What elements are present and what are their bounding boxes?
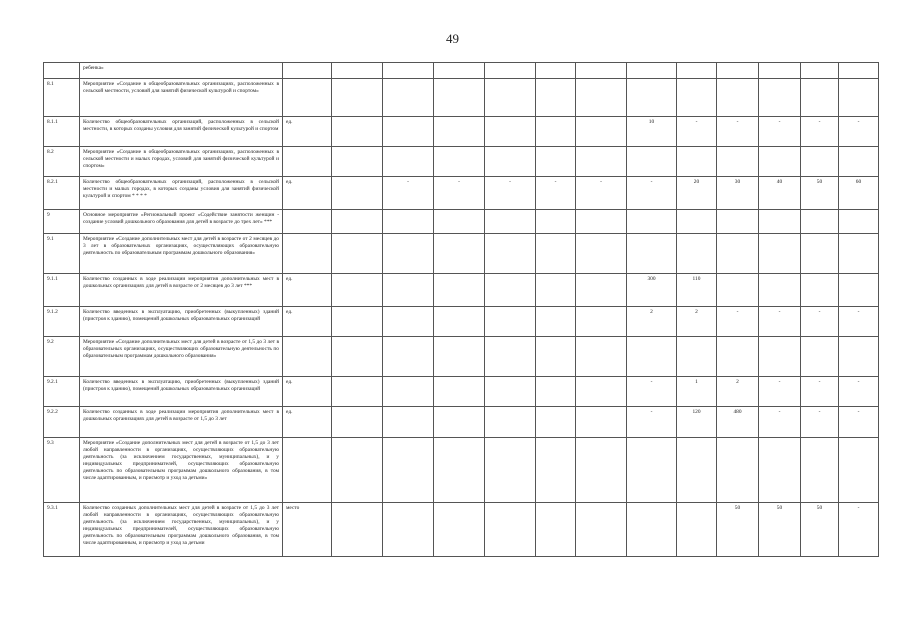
indicator-name: Основное мероприятие «Региональный проект «Содействие занятости женщин - создание условий дошкольного образования для детей в возрасте до трех лет» *** [80, 210, 283, 234]
value-cell [759, 274, 801, 307]
value-cell: 2 [717, 377, 759, 407]
page-number: 49 [446, 31, 459, 46]
value-cell: - [839, 377, 879, 407]
value-cell [332, 438, 383, 503]
value-cell: - [434, 177, 485, 210]
row-number: 9.1.1 [44, 274, 80, 307]
value-cell [759, 79, 801, 117]
indicator-name: Количество созданных дополнительных мест для детей в возрасте от 1,5 до 3 лет любой направленности в организациях, осуществляющих образовательную деятельность (за исключением государственных, муниципальных), и у индивидуальных предпринимателей, осуществляющих образовательную деятельность по образовательным программам дошкольного образования, в том числе адаптированным, и присмотр и уход за детьми [80, 503, 283, 557]
value-cell: 40 [759, 177, 801, 210]
value-cell: - [717, 307, 759, 337]
value-cell [717, 337, 759, 377]
value-cell [677, 210, 717, 234]
value-cell [717, 210, 759, 234]
value-cell: - [801, 307, 839, 337]
value-cell [332, 377, 383, 407]
value-cell [485, 377, 536, 407]
unit-cell: ед. [283, 307, 332, 337]
value-cell: - [801, 377, 839, 407]
unit-cell: место [283, 503, 332, 557]
value-cell [627, 63, 677, 79]
value-cell: 50 [717, 503, 759, 557]
value-cell: - [759, 307, 801, 337]
value-cell [536, 407, 576, 438]
value-cell [434, 63, 485, 79]
value-cell: - [801, 117, 839, 147]
value-cell [536, 438, 576, 503]
row-number: 9.3 [44, 438, 80, 503]
value-cell [677, 79, 717, 117]
value-cell [536, 337, 576, 377]
table-row [44, 147, 879, 177]
value-cell [383, 438, 434, 503]
value-cell [627, 234, 677, 274]
value-cell: - [627, 177, 677, 210]
value-cell [485, 407, 536, 438]
row-number: 9.2.1 [44, 377, 80, 407]
value-cell [576, 377, 627, 407]
value-cell: - [576, 177, 627, 210]
value-cell: 20 [677, 177, 717, 210]
value-cell: 50 [759, 503, 801, 557]
value-cell: - [759, 117, 801, 147]
value-cell [536, 503, 576, 557]
value-cell: - [717, 117, 759, 147]
value-cell [717, 234, 759, 274]
value-cell [485, 210, 536, 234]
value-cell [536, 234, 576, 274]
value-cell: - [839, 503, 879, 557]
indicator-name: Количество созданных в ходе реализации мероприятия дополнительных мест в дошкольных организациях для детей в возрасте от 2 месяцев до 3 лет *** [80, 274, 283, 307]
value-cell [759, 210, 801, 234]
value-cell [627, 147, 677, 177]
value-cell [536, 377, 576, 407]
value-cell [434, 377, 485, 407]
value-cell [717, 438, 759, 503]
value-cell [485, 307, 536, 337]
indicator-name: Мероприятие «Создание дополнительных мест для детей в возрасте от 1,5 до 3 лет любой направленности в организациях, осуществляющих образовательную деятельность (за исключением государственных, муниципальных), и у индивидуальных предпринимателей, осуществляющих образовательную деятельность по образовательным программам дошкольного образования, в том числе адаптированным, и присмотр и уход за детьми» [80, 438, 283, 503]
indicator-name: Мероприятие «Создание в общеобразовательных организациях, расположенных в сельской местности и малых городах, условий для занятий физической культурой и спортом» [80, 147, 283, 177]
value-cell: - [536, 177, 576, 210]
value-cell: - [839, 407, 879, 438]
value-cell [759, 337, 801, 377]
value-cell [801, 438, 839, 503]
table-row [44, 377, 879, 407]
value-cell [801, 210, 839, 234]
value-cell [717, 63, 759, 79]
indicator-name: Мероприятие «Создание дополнительных мест для детей в возрасте от 2 месяцев до 3 лет в образовательных организациях, осуществляющих образовательную деятельность по образовательным программам дошкольного образования» [80, 234, 283, 274]
value-cell [576, 117, 627, 147]
value-cell [839, 63, 879, 79]
value-cell [576, 63, 627, 79]
value-cell [759, 438, 801, 503]
value-cell [801, 234, 839, 274]
value-cell: - [839, 307, 879, 337]
unit-cell [283, 438, 332, 503]
value-cell: - [627, 377, 677, 407]
value-cell [332, 234, 383, 274]
value-cell [576, 234, 627, 274]
value-cell [434, 503, 485, 557]
value-cell [801, 79, 839, 117]
value-cell [839, 234, 879, 274]
value-cell [536, 79, 576, 117]
value-cell: - [383, 177, 434, 210]
value-cell [434, 438, 485, 503]
table-row [44, 79, 879, 117]
value-cell [536, 63, 576, 79]
value-cell [536, 274, 576, 307]
value-cell: 110 [677, 274, 717, 307]
value-cell [434, 234, 485, 274]
value-cell [485, 274, 536, 307]
value-cell [536, 210, 576, 234]
value-cell [627, 210, 677, 234]
value-cell: 60 [839, 177, 879, 210]
value-cell: 120 [677, 407, 717, 438]
value-cell [383, 117, 434, 147]
value-cell [677, 63, 717, 79]
value-cell: - [627, 407, 677, 438]
value-cell [434, 337, 485, 377]
value-cell [485, 117, 536, 147]
value-cell [677, 147, 717, 177]
value-cell [839, 79, 879, 117]
value-cell [576, 438, 627, 503]
value-cell: 2 [627, 307, 677, 337]
table-row [44, 210, 879, 234]
value-cell: 50 [801, 503, 839, 557]
indicator-name: ребенка» [80, 63, 283, 79]
indicator-name: Мероприятие «Создание дополнительных мест для детей в возрасте от 1,5 до 3 лет в образовательных организациях, осуществляющих образовательную деятельность по образовательным программам дошкольного образования» [80, 337, 283, 377]
value-cell [332, 79, 383, 117]
value-cell [332, 210, 383, 234]
value-cell [627, 503, 677, 557]
value-cell: - [801, 407, 839, 438]
value-cell [839, 210, 879, 234]
value-cell [332, 503, 383, 557]
value-cell [485, 63, 536, 79]
table-row [44, 337, 879, 377]
unit-cell [283, 79, 332, 117]
table-row [44, 177, 879, 210]
row-number: 8.2 [44, 147, 80, 177]
unit-cell: ед. [283, 377, 332, 407]
unit-cell [283, 147, 332, 177]
value-cell [759, 63, 801, 79]
value-cell [801, 274, 839, 307]
value-cell [576, 147, 627, 177]
value-cell [576, 274, 627, 307]
value-cell [332, 337, 383, 377]
table-row [44, 274, 879, 307]
table-row [44, 503, 879, 557]
value-cell [677, 503, 717, 557]
value-cell: 2 [677, 307, 717, 337]
value-cell [485, 234, 536, 274]
indicator-name: Количество введенных в эксплуатацию, приобретенных (выкупленных) зданий (пристроя к зданию), помещений дошкольных образовательных организаций [80, 377, 283, 407]
unit-cell [283, 337, 332, 377]
unit-cell: ед. [283, 274, 332, 307]
table-row [44, 438, 879, 503]
indicator-name: Количество общеобразовательных организаций, расположенных в сельской местности, в которых созданы условия для занятий физической культурой и спортом [80, 117, 283, 147]
value-cell [485, 337, 536, 377]
value-cell [627, 79, 677, 117]
row-number: 9.3.1 [44, 503, 80, 557]
value-cell [434, 79, 485, 117]
indicator-name: Мероприятие «Создание в общеобразовательных организациях, расположенных в сельской местности, условий для занятий физической культурой и спортом» [80, 79, 283, 117]
value-cell: 1 [677, 377, 717, 407]
value-cell [434, 407, 485, 438]
value-cell [332, 177, 383, 210]
value-cell [332, 407, 383, 438]
value-cell [536, 307, 576, 337]
value-cell [332, 63, 383, 79]
value-cell [717, 147, 759, 177]
value-cell [332, 147, 383, 177]
value-cell: 30 [717, 177, 759, 210]
indicator-name: Количество общеобразовательных организаций, расположенных в сельской местности и малых городах, в которых созданы условия для занятий физической культурой и спортом * * * * [80, 177, 283, 210]
table-row [44, 307, 879, 337]
value-cell [576, 307, 627, 337]
value-cell [576, 503, 627, 557]
unit-cell: ед. [283, 177, 332, 210]
value-cell: 300 [627, 274, 677, 307]
indicator-name: Количество созданных в ходе реализации мероприятия дополнительных мест в дошкольных организациях для детей в возрасте от 1,5 до 3 лет [80, 407, 283, 438]
value-cell [383, 274, 434, 307]
value-cell [434, 117, 485, 147]
value-cell [576, 407, 627, 438]
value-cell [383, 503, 434, 557]
value-cell [717, 274, 759, 307]
value-cell [759, 147, 801, 177]
value-cell [839, 274, 879, 307]
value-cell: - [839, 117, 879, 147]
value-cell: - [759, 407, 801, 438]
value-cell: 10 [627, 117, 677, 147]
value-cell [839, 147, 879, 177]
value-cell [536, 117, 576, 147]
value-cell [434, 307, 485, 337]
table-row [44, 234, 879, 274]
row-number: 8.1.1 [44, 117, 80, 147]
value-cell [677, 438, 717, 503]
value-cell [839, 438, 879, 503]
value-cell [627, 438, 677, 503]
value-cell [434, 210, 485, 234]
value-cell [576, 210, 627, 234]
value-cell: - [677, 117, 717, 147]
value-cell [576, 337, 627, 377]
value-cell [383, 337, 434, 377]
value-cell [677, 337, 717, 377]
value-cell [801, 337, 839, 377]
row-number: 9 [44, 210, 80, 234]
value-cell [383, 210, 434, 234]
value-cell [627, 337, 677, 377]
value-cell [383, 307, 434, 337]
unit-cell [283, 234, 332, 274]
value-cell [485, 147, 536, 177]
indicator-name: Количество введенных в эксплуатацию, приобретенных (выкупленных) зданий (пристроя к зданию), помещений дошкольных образовательных организаций [80, 307, 283, 337]
value-cell [677, 234, 717, 274]
value-cell [332, 117, 383, 147]
table-row [44, 63, 879, 79]
value-cell [332, 274, 383, 307]
value-cell [536, 147, 576, 177]
row-number: 8.2.1 [44, 177, 80, 210]
value-cell [383, 234, 434, 274]
value-cell [383, 147, 434, 177]
value-cell [434, 274, 485, 307]
unit-cell [283, 210, 332, 234]
value-cell [383, 407, 434, 438]
value-cell [332, 307, 383, 337]
value-cell [485, 503, 536, 557]
value-cell [383, 63, 434, 79]
indicator-table [43, 62, 879, 557]
row-number: 9.1 [44, 234, 80, 274]
value-cell [485, 79, 536, 117]
value-cell [839, 337, 879, 377]
value-cell: 480 [717, 407, 759, 438]
row-number: 9.2.2 [44, 407, 80, 438]
value-cell [383, 377, 434, 407]
unit-cell [283, 63, 332, 79]
value-cell [759, 234, 801, 274]
value-cell [717, 79, 759, 117]
table-row [44, 407, 879, 438]
value-cell [485, 438, 536, 503]
value-cell [576, 79, 627, 117]
row-number [44, 63, 80, 79]
value-cell: - [759, 377, 801, 407]
value-cell: 50 [801, 177, 839, 210]
row-number: 9.1.2 [44, 307, 80, 337]
value-cell [801, 147, 839, 177]
value-cell [434, 147, 485, 177]
row-number: 9.2 [44, 337, 80, 377]
value-cell [801, 63, 839, 79]
value-cell [383, 79, 434, 117]
row-number: 8.1 [44, 79, 80, 117]
value-cell: - [485, 177, 536, 210]
unit-cell: ед. [283, 117, 332, 147]
unit-cell: ед. [283, 407, 332, 438]
table-row [44, 117, 879, 147]
